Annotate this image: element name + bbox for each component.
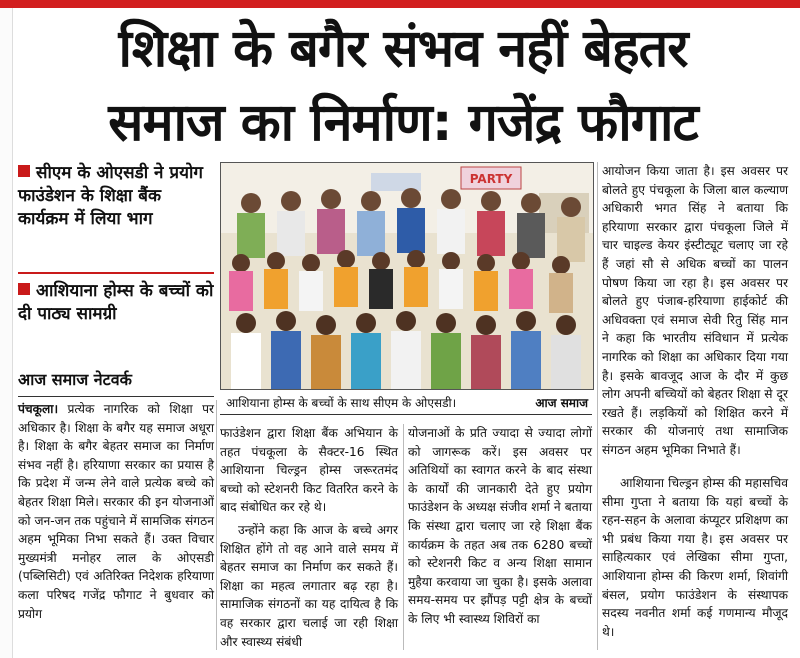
group-photo-illustration [221, 163, 593, 389]
column-rule [403, 424, 404, 650]
article-text-1: प्रत्येक नागरिक को शिक्षा पर अधिकार है। शिक्षा के बगैर यह समाज अधूरा है। शिक्षा के बगैर बेहतर समाज का निर्माण संभव नहीं है। हरियाणा सरकार का प्रयास है कि प्रदेश में जन्म लेने वाले प्रत्येक बच्चे को बेहतर शिक्षा मिले। सरकार की इन योजनाओं को जन-जन तक पहुंचाने में सामजिक संगठन अहम भूमिका निभा सकते हैं। उक्त विचार मुख्यमंत्री मनोहर लाल के ओएसडी (पब्लिसिटी) एवं अतिरिक्त निदेशक हरियाणा कला परिषद गजेंद्र फौगाट ने बुधवार को प्रयोग [18, 402, 214, 621]
article-column-3: योजनाओं के प्रति ज्यादा से ज्यादा लोगों को जागरूक करें। इस अवसर पर अतिथियों का स्वागत करने के बाद संस्था के कार्यों की जानकारी देते हुए प्रयोग फाउंडेशन के अध्यक्ष संजीव शर्मा ने बताया कि संस्था द्वारा चलाए जा रहे शिक्षा बैंक कार्यक्रम के तहत अब तक 6280 बच्चों को स्टेशनरी किट व अन्य शिक्षा सामान मुहैया करवाया जा चुका है। इसके अलावा समय-समय पर झौंपड़ पट्टी क्षेत्र के बच्चों के लिए भी स्वास्थ्य शिविरों का [408, 426, 592, 626]
byline: आज समाज नेटवर्क [18, 368, 214, 397]
column-rule [597, 162, 598, 650]
article-column-4a: आयोजन किया जाता है। इस अवसर पर बोलते हुए पंचकूला के जिला बाल कल्याण अधिकारी भगत सिंह ने बताया कि हरियाणा सरकार द्वारा पंचकूला जिले में चार चाइल्ड केयर इंस्टीट्यूट चलाए जा रहे हैं जहां सौ से अधिक बच्चों का पालन पोषण किया जा रहा है। इस अवसर पर बोलते हुए पंजाब-हरियाणा हाईकोर्ट की अधिवक्ता एवं समाज सेवी रितु सिंह मान ने कहा कि भारतीय संविधान में प्रत्येक नागरिक को शिक्षा का अधिकार दिया गया है। इसके बावजूद आज के दौर में कुछ लोग अपनी बच्चियों को बेहतर शिक्षा से दूर रखते हैं। लड़कियों को शिक्षित करने में सरकार की योजनाएं तथा सामाजिक संगठन अहम भूमिका निभाते हैं। [602, 164, 788, 457]
top-red-bar [0, 0, 800, 8]
banner-text: PARTY [469, 172, 513, 186]
photo-caption: आशियाना होम्स के बच्चों के साथ सीएम के ओएसडी। [226, 396, 457, 410]
subhead-divider [18, 272, 214, 274]
photo-caption-bar [220, 392, 592, 415]
dateline: पंचकूला। [18, 402, 59, 416]
bullet-square-icon [18, 165, 30, 177]
headline-line-1: शिक्षा के बगैर संभव नहीं बेहतर [118, 19, 688, 79]
subhead-2-text: आशियाना होम्स के बच्चों को दी पाठ्य सामग्री [18, 281, 214, 324]
headline-line-2: समाज का निर्माण: गजेंद्र फौगाट [108, 93, 698, 153]
article-column-2 [220, 424, 398, 651]
photo-credit: आज समाज [535, 396, 588, 410]
article-column-1 [18, 400, 214, 623]
subhead-1-text: सीएम के ओएसडी ने प्रयोग फाउंडेशन के शिक्षा बैंक कार्यक्रम में लिया भाग [18, 163, 203, 229]
article-text-2b: उन्होंने कहा कि आज के बच्चे अगर शिक्षित होंगे तो वह आने वाले समय में बेहतर समाज का निर्माण कर सकते हैं। शिक्षा का महत्व लगातार बढ़ रहा है। सामाजिक संगठनों का यह दायित्व है कि वह सरकार द्वारा चलाई जा रही शिक्षा और स्वास्थ्य संबंधी [220, 522, 398, 649]
subhead-1 [18, 162, 214, 231]
subhead-2 [18, 280, 214, 326]
article-text-2a: फाउंडेशन द्वारा शिक्षा बैंक अभियान के तहत पंचकूला के सैक्टर-16 स्थित आशियाना चिल्ड्रन होम्स जरूरतमंद बच्चो को स्टेशनरी किट वितरित करने के बाद संबोधित कर रहे थे। [220, 426, 398, 515]
left-page-edge [0, 8, 13, 658]
bullet-square-icon [18, 283, 30, 295]
news-photo [220, 162, 594, 390]
article-column-4b: आशियाना चिल्ड्रन होम्स की महासचिव सीमा गुप्ता ने बताया कि यहां बच्चों के रहन-सहन के अलावा कंप्यूटर प्रशिक्षण का भी प्रबंध किया गया है। इस अवसर पर साहित्यकार एवं लेखिका सीमा गुप्ता, आशियाना होम्स की किरण शर्मा, शिवांगी बंसल, प्रयोग फाउंडेशन के संस्थापक सदस्य नवनीत शर्मा कई गणमान्य मौजूद थे। [602, 476, 788, 639]
column-rule [216, 400, 217, 650]
